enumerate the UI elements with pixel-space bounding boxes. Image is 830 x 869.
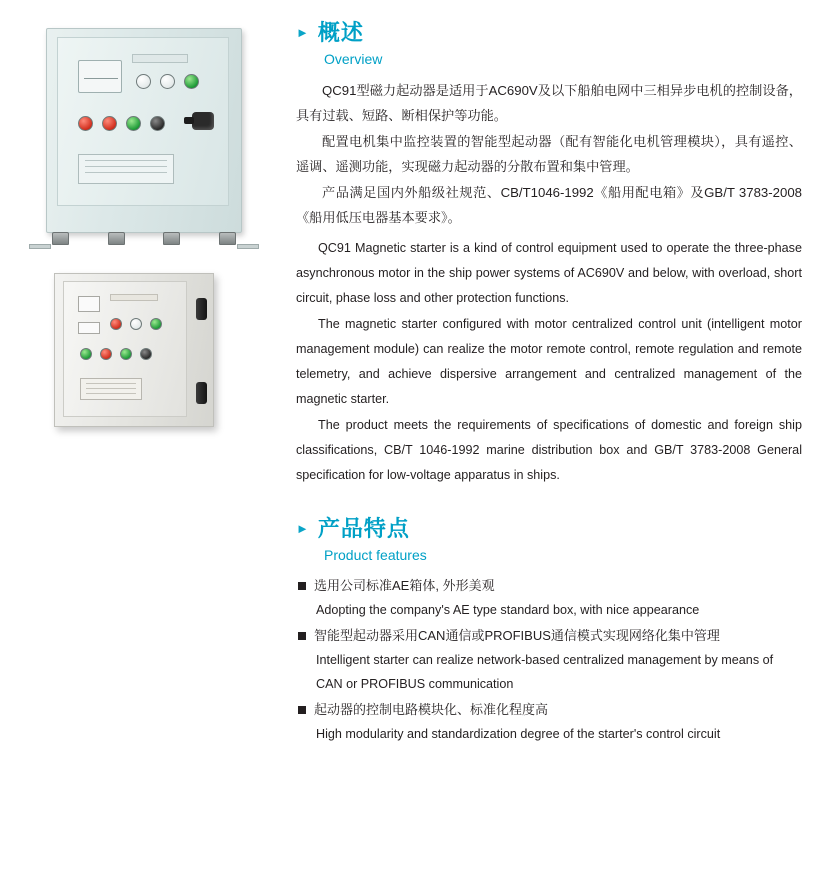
- section-heading-features: [296, 514, 802, 544]
- product-photo-large: [18, 28, 290, 233]
- pushbutton-row-bottom: [78, 116, 165, 131]
- product-photo-small: [18, 273, 290, 427]
- spec-plate-small: [80, 378, 142, 400]
- overview-paragraph-en-3: The product meets the requirements of specifications of domestic and foreign ship classifications, CB/T 1046-1992 marine distribution box and GB/T 3783-2008 General specification for low-voltage apparatus in ships.: [296, 418, 802, 482]
- pushbutton-white-2-icon: [160, 74, 175, 89]
- door-latch-bottom: [196, 382, 207, 404]
- cabinet-small-body: [54, 273, 214, 427]
- mounting-foot-left: [29, 244, 51, 249]
- pushbutton-green-2-icon: [126, 116, 141, 131]
- ammeter-gauge-small-icon: [78, 296, 100, 312]
- pushbutton-green-2-icon: [80, 348, 92, 360]
- pushbutton-red-2-icon: [100, 348, 112, 360]
- feature-cn-row: [296, 624, 802, 648]
- feature-label-cn: 智能型起动器采用CAN通信或PROFIBUS通信模式实现网络化集中管理: [314, 628, 720, 643]
- door-latch-top: [196, 298, 207, 320]
- section-title-en: Product features: [324, 547, 427, 563]
- cabinet-small-door: [63, 281, 187, 417]
- pushbutton-row-bottom-small: [80, 348, 152, 360]
- spec-plate: [78, 154, 174, 184]
- pushbutton-row-top-small: [110, 318, 162, 330]
- door-handle-knob: [192, 112, 214, 130]
- cabinet-large-body: [46, 28, 242, 233]
- feature-label-en: Intelligent starter can realize network-based centralized management by means of CAN or PROFIBUS communication: [316, 653, 774, 691]
- overview-paragraph-en-1: QC91 Magnetic starter is a kind of control equipment used to operate the three-phase asynchronous motor in the ship power systems of AC690V and below, with overload, short circuit, phase loss and other protection functions.: [296, 241, 802, 305]
- feature-item: [296, 698, 802, 746]
- nameplate-label: [132, 54, 188, 63]
- pushbutton-green-3-icon: [120, 348, 132, 360]
- feature-label-en: Adopting the company's AE type standard box, with nice appearance: [316, 603, 700, 617]
- triangle-right-icon: ►: [296, 521, 309, 536]
- pushbutton-red-icon: [110, 318, 122, 330]
- pushbutton-white-icon: [136, 74, 151, 89]
- pushbutton-black-icon: [140, 348, 152, 360]
- pushbutton-green-icon: [184, 74, 199, 89]
- feature-label-en: High modularity and standardization degree of the starter's control circuit: [316, 727, 721, 741]
- cable-gland-icon: [219, 232, 236, 245]
- square-bullet-icon: [298, 582, 306, 590]
- ammeter-gauge-icon: [78, 60, 122, 93]
- cabinet-large-door: [57, 37, 229, 206]
- pushbutton-red-icon: [78, 116, 93, 131]
- product-image-column: [0, 14, 290, 869]
- overview-paragraph-cn-2: 配置电机集中监控装置的智能型起动器（配有智能化电机管理模块），具有遥控、遥调、遥测功能，实现磁力起动器的分散布置和集中管理。: [296, 134, 802, 174]
- square-bullet-icon: [298, 706, 306, 714]
- cable-gland-icon: [52, 232, 69, 245]
- pushbutton-black-icon: [150, 116, 165, 131]
- feature-item: [296, 574, 802, 622]
- overview-paragraph-en-2: The magnetic starter configured with motor centralized control unit (intelligent motor management module) can realize the motor remote control, remote regulation and remote telemetry, and achieve dispersive arrangement and centralized management of the magnetic starter.: [296, 317, 802, 406]
- feature-cn-row: [296, 574, 802, 598]
- feature-item: [296, 624, 802, 696]
- triangle-right-icon: ►: [296, 25, 309, 40]
- section-title-en: Overview: [324, 51, 383, 67]
- pushbutton-row-top: [136, 74, 199, 89]
- section-heading-overview: [296, 18, 802, 48]
- square-bullet-icon: [298, 632, 306, 640]
- feature-cn-row: [296, 698, 802, 722]
- nameplate-label-small: [110, 294, 158, 301]
- product-text-column: [290, 14, 830, 869]
- cable-gland-icon: [108, 232, 125, 245]
- overview-paragraph-cn-3: 产品满足国内外船级社规范、CB/T1046-1992《船用配电箱》及GB/T 3783-2008《船用低压电器基本要求》。: [296, 185, 802, 225]
- pushbutton-green-icon: [150, 318, 162, 330]
- cable-gland-icon: [163, 232, 180, 245]
- indicator-window-icon: [78, 322, 100, 334]
- pushbutton-red-2-icon: [102, 116, 117, 131]
- feature-list: [296, 574, 802, 746]
- section-title-cn: 产品特点: [317, 516, 410, 541]
- cable-gland-row: [33, 232, 255, 245]
- pushbutton-white-icon: [130, 318, 142, 330]
- section-title-cn: 概述: [317, 20, 364, 45]
- feature-label-cn: 起动器的控制电路模块化、标准化程度高: [314, 702, 549, 717]
- mounting-foot-right: [237, 244, 259, 249]
- feature-label-cn: 选用公司标准AE箱体, 外形美观: [314, 578, 495, 593]
- overview-paragraph-cn-1: QC91型磁力起动器是适用于AC690V及以下船舶电网中三相异步电机的控制设备，具有过载、短路、断相保护等功能。: [296, 83, 802, 123]
